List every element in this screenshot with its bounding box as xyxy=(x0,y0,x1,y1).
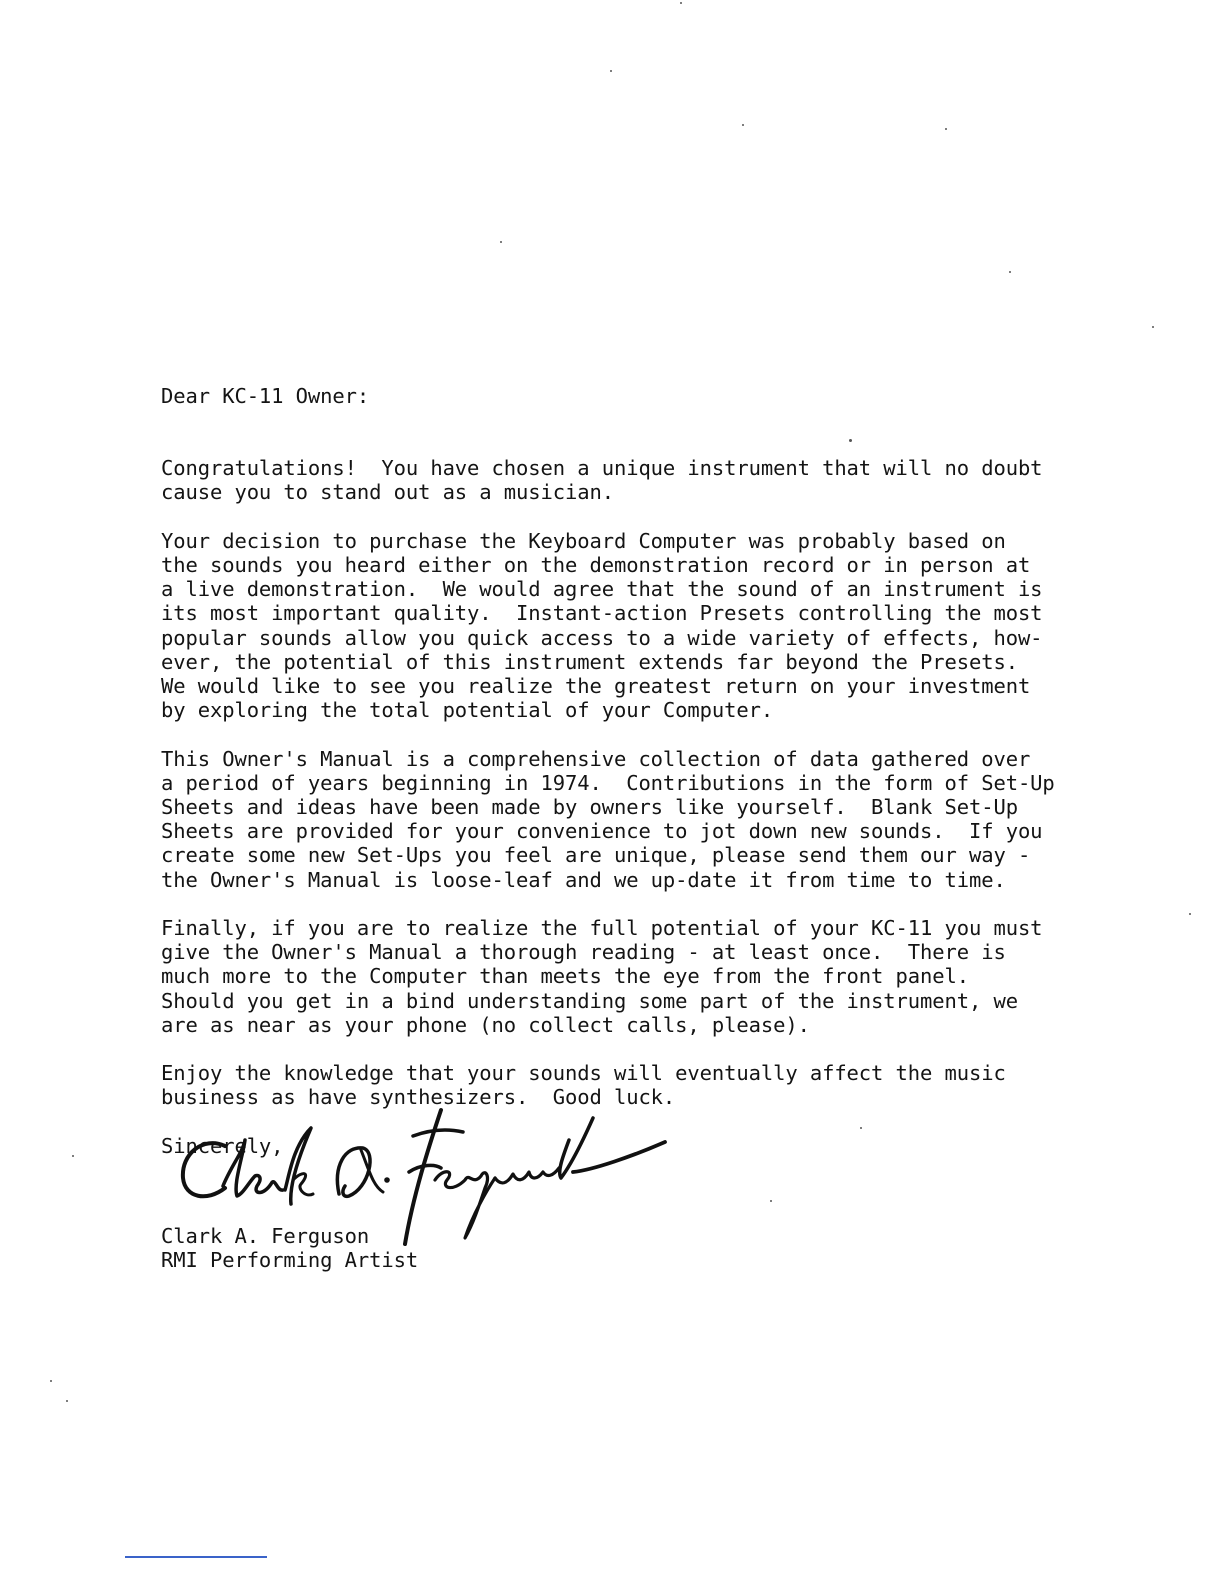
paragraph-line: the Owner's Manual is loose-leaf and we up-date it from time to time. xyxy=(161,867,1006,892)
paragraph-line: give the Owner's Manual a thorough reading - at least once. There is xyxy=(161,940,1006,965)
paragraph-line: We would like to see you realize the greatest return on your investment xyxy=(161,674,1031,699)
paragraph-line: by exploring the total potential of your Computer. xyxy=(161,698,774,723)
salutation: Dear KC-11 Owner: xyxy=(161,384,370,408)
signer-title: RMI Performing Artist xyxy=(161,1248,419,1273)
bottom-rule xyxy=(125,1556,267,1558)
scan-speck xyxy=(50,1380,52,1382)
paragraph-line: Sheets are provided for your convenience to jot down new sounds. If you xyxy=(161,819,1043,844)
paragraph-line: This Owner's Manual is a comprehensive collection of data gathered over xyxy=(161,746,1031,771)
paragraph-line: are as near as your phone (no collect calls, please). xyxy=(161,1012,810,1037)
scan-speck xyxy=(500,241,502,243)
paragraph-line: Should you get in a bind understanding some part of the instrument, we xyxy=(161,988,1018,1013)
scan-speck xyxy=(680,2,682,4)
paragraph-line: a live demonstration. We would agree that the sound of an instrument is xyxy=(161,577,1043,602)
paragraph-line: Finally, if you are to realize the full potential of your KC-11 you must xyxy=(161,916,1043,941)
closing: Sincerely, xyxy=(161,1133,284,1158)
scan-speck xyxy=(1009,271,1011,273)
scan-speck xyxy=(1152,326,1154,328)
closing-block xyxy=(161,1134,1061,1273)
paragraph-2 xyxy=(161,529,1061,723)
scan-speck xyxy=(72,1155,74,1157)
scan-speck xyxy=(66,1400,68,1402)
paragraph-line: the sounds you heard either on the demonstration record or in person at xyxy=(161,553,1031,577)
paragraph-line: popular sounds allow you quick access to a wide variety of effects, how- xyxy=(161,625,1043,650)
scan-speck xyxy=(610,70,612,72)
paragraph-line: cause you to stand out as a musician. xyxy=(161,480,614,505)
scan-speck xyxy=(1189,913,1191,915)
scan-speck xyxy=(742,124,744,126)
paragraph-line: much more to the Computer than meets the eye from the front panel. xyxy=(161,964,969,989)
paragraph-line: Sheets and ideas have been made by owners like yourself. Blank Set-Up xyxy=(161,795,1018,820)
scan-speck xyxy=(945,128,947,130)
paragraph-line: Your decision to purchase the Keyboard Computer was probably based on xyxy=(161,528,1006,553)
paragraph-5 xyxy=(161,1061,1061,1109)
paragraph-line: ever, the potential of this instrument extends far beyond the Presets. xyxy=(161,649,1018,674)
signer-name: Clark A. Ferguson xyxy=(161,1224,370,1249)
paragraph-line: Enjoy the knowledge that your sounds will eventually affect the music xyxy=(161,1061,1006,1086)
paragraph-line: business as have synthesizers. Good luck. xyxy=(161,1085,676,1110)
paragraph-1 xyxy=(161,456,1061,504)
paragraph-line: Congratulations! You have chosen a unique instrument that will no doubt xyxy=(161,456,1043,481)
paragraph-line: a period of years beginning in 1974. Contributions in the form of Set-Up xyxy=(161,770,1055,795)
paragraph-4 xyxy=(161,916,1061,1037)
letter-body xyxy=(161,384,1061,1272)
handwritten-signature xyxy=(173,1106,673,1256)
paragraph-line: its most important quality. Instant-action Presets controlling the most xyxy=(161,601,1043,626)
paragraph-3 xyxy=(161,747,1061,892)
paragraph-line: create some new Set-Ups you feel are unique, please send them our way - xyxy=(161,843,1031,868)
